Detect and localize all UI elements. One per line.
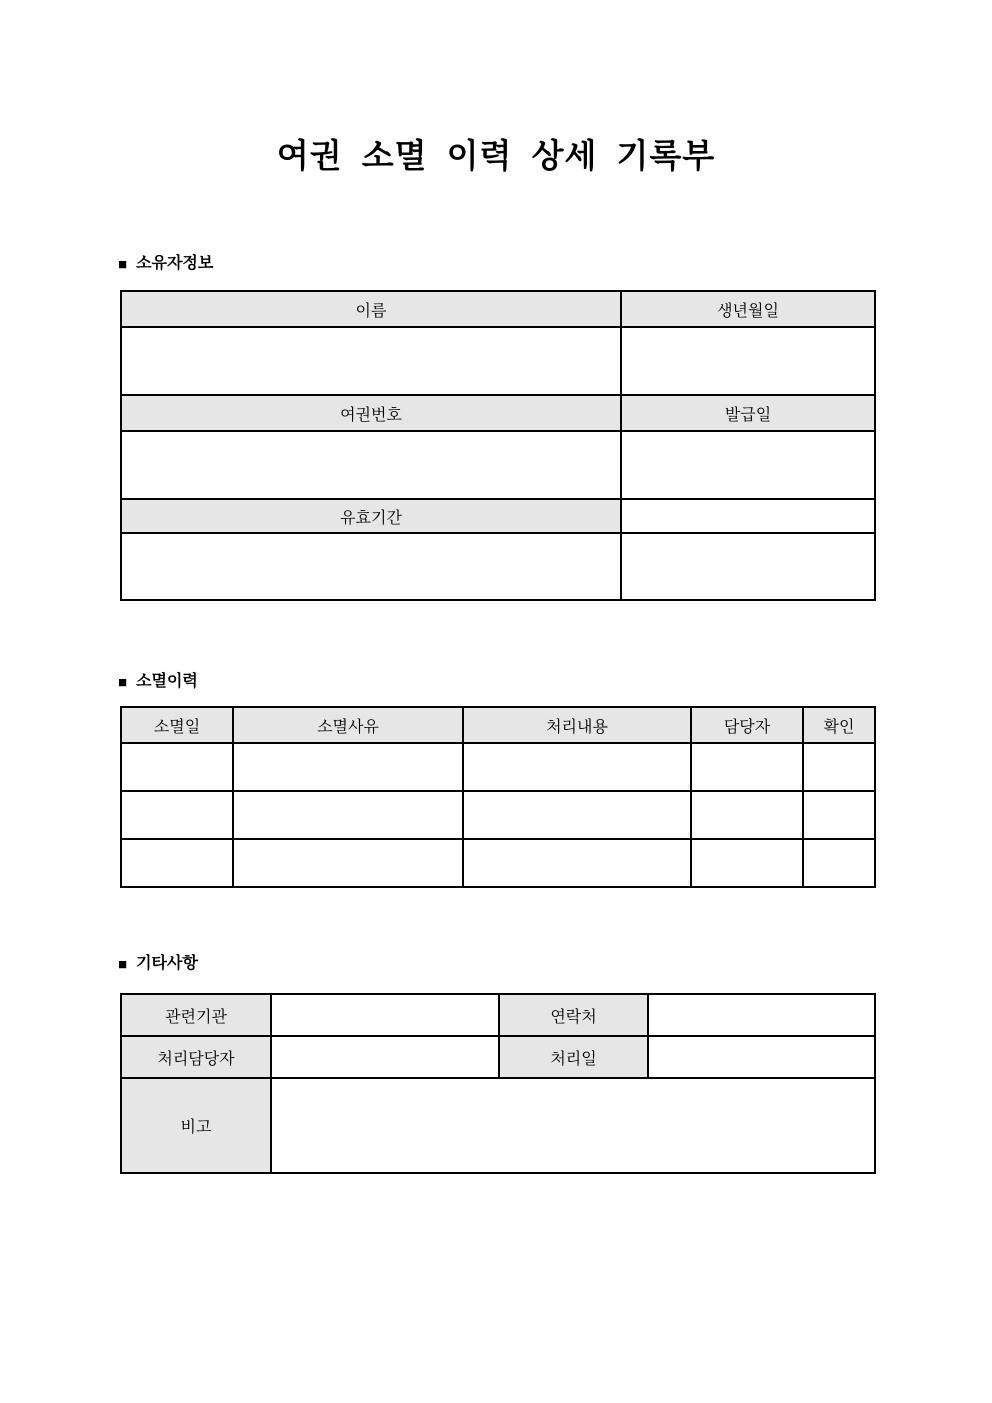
valid-period-side-cell[interactable]	[621, 499, 875, 533]
section-bullet-icon: ■	[118, 255, 128, 273]
history-cell[interactable]	[691, 791, 803, 839]
history-cell[interactable]	[803, 743, 875, 791]
history-cell[interactable]	[121, 839, 233, 887]
contact-label-cell: 연락처	[499, 994, 648, 1036]
issue-date-value-cell[interactable]	[621, 431, 875, 499]
passport-number-value-cell[interactable]	[121, 431, 621, 499]
table-row	[121, 533, 875, 600]
remarks-label-cell: 비고	[121, 1078, 271, 1173]
table-row	[121, 291, 875, 327]
table-row	[121, 395, 875, 431]
birth-date-value-cell[interactable]	[621, 327, 875, 395]
history-table	[120, 706, 876, 888]
issue-date-header-cell: 발급일	[621, 395, 875, 431]
misc-table	[120, 993, 876, 1174]
valid-period-side-value-cell[interactable]	[621, 533, 875, 600]
process-date-value-cell[interactable]	[648, 1036, 875, 1078]
table-row	[121, 839, 875, 887]
section-bullet-icon: ■	[118, 673, 128, 691]
passport-number-header-cell: 여권번호	[121, 395, 621, 431]
expire-date-column-header: 소멸일	[121, 707, 233, 743]
contact-value-cell[interactable]	[648, 994, 875, 1036]
section-heading-owner-info	[118, 253, 213, 275]
history-cell[interactable]	[463, 743, 691, 791]
table-row	[121, 1036, 875, 1078]
handler-value-cell[interactable]	[271, 1036, 499, 1078]
history-heading-label: 소멸이력	[136, 673, 198, 690]
history-cell[interactable]	[121, 743, 233, 791]
history-cell[interactable]	[233, 839, 463, 887]
history-cell[interactable]	[233, 791, 463, 839]
document-title: 여권 소멸 이력 상세 기록부	[276, 137, 716, 174]
history-cell[interactable]	[691, 743, 803, 791]
birth-date-header-cell: 생년월일	[621, 291, 875, 327]
name-value-cell[interactable]	[121, 327, 621, 395]
section-bullet-icon: ■	[118, 955, 128, 973]
history-cell[interactable]	[121, 791, 233, 839]
history-cell[interactable]	[803, 791, 875, 839]
table-header-row	[121, 707, 875, 743]
remarks-value-cell[interactable]	[271, 1078, 875, 1173]
history-cell[interactable]	[803, 839, 875, 887]
owner-info-table	[120, 290, 876, 601]
misc-heading-label: 기타사항	[136, 955, 198, 972]
table-row	[121, 431, 875, 499]
agency-label-cell: 관련기관	[121, 994, 271, 1036]
section-heading-history	[118, 671, 198, 693]
section-heading-misc	[118, 953, 198, 975]
history-cell[interactable]	[463, 791, 691, 839]
valid-period-header-cell: 유효기간	[121, 499, 621, 533]
table-row	[121, 327, 875, 395]
person-in-charge-column-header: 담당자	[691, 707, 803, 743]
handler-label-cell: 처리담당자	[121, 1036, 271, 1078]
valid-period-value-cell[interactable]	[121, 533, 621, 600]
history-cell[interactable]	[463, 839, 691, 887]
process-detail-column-header: 처리내용	[463, 707, 691, 743]
table-row	[121, 499, 875, 533]
table-row	[121, 743, 875, 791]
expire-reason-column-header: 소멸사유	[233, 707, 463, 743]
process-date-label-cell: 처리일	[499, 1036, 648, 1078]
table-row	[121, 994, 875, 1036]
confirm-column-header: 확인	[803, 707, 875, 743]
name-header-cell: 이름	[121, 291, 621, 327]
history-cell[interactable]	[233, 743, 463, 791]
owner-info-heading-label: 소유자정보	[136, 255, 214, 272]
history-cell[interactable]	[691, 839, 803, 887]
agency-value-cell[interactable]	[271, 994, 499, 1036]
table-row	[121, 1078, 875, 1173]
table-row	[121, 791, 875, 839]
